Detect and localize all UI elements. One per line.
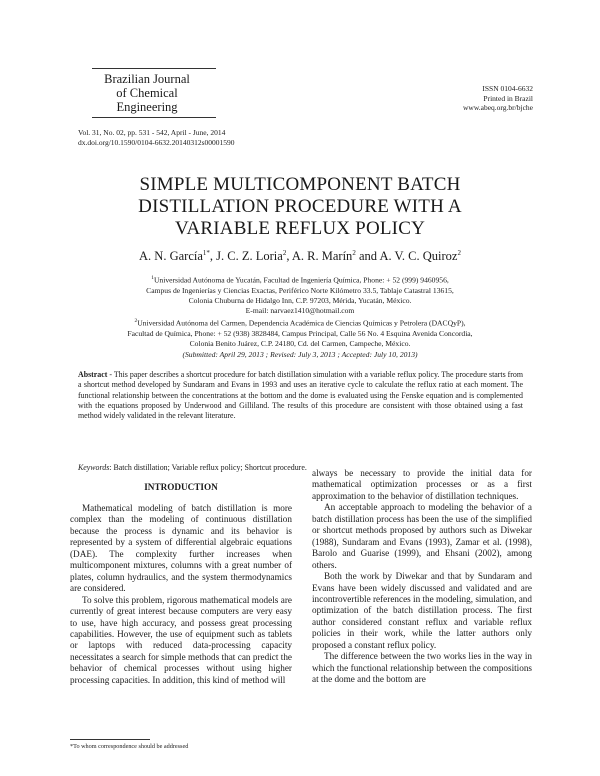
title-line-3: VARIABLE REFLUX POLICY	[174, 218, 425, 239]
aff2-line-3: Colonia Benito Juárez, C.P. 24180, Cd. del Carmen, Campeche, México.	[189, 339, 411, 349]
citation-block	[78, 128, 235, 147]
aff1-line-2: Campus de Ingenierías y Ciencias Exactas, Periférico Norte Kilómetro 33.5, Tablaje Catastral 13615,	[146, 285, 454, 295]
footnote: *To whom correspondence should be addressed	[70, 743, 189, 750]
left-column	[70, 503, 292, 686]
journal-name	[92, 72, 202, 114]
left-paragraph-2: To solve this problem, rigorous mathematical models are currently of great interest because computers are very easy to use, have high accuracy, and possess great processing capabilities. However, the use of equipment such as tablets or laptops with reduced data-processing capacity necessitates a search for simple methods that can predict the behavior of chemical processes without using higher processing capacities. In addition, this kind of method will	[70, 594, 292, 685]
issn: ISSN 0104-6632	[482, 84, 533, 93]
doi[interactable]: dx.doi.org/10.1590/0104-6632.20140312s00001590	[78, 137, 235, 147]
volume-info: Vol. 31, No. 02, pp. 531 - 542, April - June, 2014	[78, 128, 226, 137]
author-1: A. N. García	[139, 249, 203, 264]
right-paragraph-2: Both the work by Diwekar and that by Sundaram and Evans have been widely discussed and validated and are incontrovertible references in the modeling, simulation, and optimization of the batch distillation process. The first author considered constant reflux and variable reflux policies in their work, while the latter authors only proposed a constant reflux policy.	[312, 571, 532, 650]
introduction-heading: INTRODUCTION	[144, 482, 218, 492]
author-1-sup: 1*	[202, 249, 210, 257]
author-4: A. V. C. Quiroz	[379, 249, 458, 264]
journal-url[interactable]: www.abeq.org.br/bjche	[463, 103, 533, 112]
right-paragraph-0: always be necessary to provide the initial data for mathematical optimization processes or as a first approximation to the behavior of distillation techniques.	[312, 468, 532, 501]
aff1-line-3: Colonia Chuburna de Hidalgo Inn, C.P. 97203, Mérida, Yucatán, México.	[188, 295, 412, 305]
abstract-text: - This paper describes a shortcut procedure for batch distillation simulation with a variable reflux policy. The procedure starts from a shortcut method developed by Sundaram and Evans in 1993 and uses an iterative cycle to calculate the reflux ratio at each moment. The functional relationship between the concentrations at the bottom and the dome is evaluated using the Fenske equation and is complemented with the equations proposed by Underwood and Gilliland. The results of this procedure are consistent with those obtained using a fast method widely validated in the relevant literature.	[78, 370, 523, 421]
paper-title	[60, 174, 540, 240]
footnote-rule	[70, 739, 150, 740]
right-column	[312, 468, 532, 686]
issn-block	[463, 84, 533, 113]
abstract	[78, 370, 523, 421]
keywords-label: Keywords	[78, 463, 110, 472]
keywords-text: : Batch distillation; Variable reflux policy; Shortcut procedure.	[109, 463, 307, 472]
author-3: A. R. Marín	[291, 249, 353, 264]
right-paragraph-1: An acceptable approach to modeling the behavior of a batch distillation process has been the use of the simplified or shortcut methods proposed by authors such as Diwekar (1988), Sundaram and Evans (1993), Zamar et al. (1998), Barolo and Guarise (1999), and Ehsani (2002), among others.	[312, 502, 532, 570]
author-and: and	[358, 249, 377, 264]
right-paragraph-3: The difference between the two works lies in the way in which the functional relationship between the compositions at the dome and the bottom are	[312, 651, 532, 685]
aff1-line-1: Universidad Autónoma de Yucatán, Facultad de Ingeniería Química, Phone: + 52 (999) 9460956,	[153, 275, 449, 285]
author-4-sup: 2	[457, 249, 461, 257]
journal-line-1: Brazilian Journal	[104, 72, 190, 86]
author-2-sup: 2	[282, 249, 287, 257]
left-paragraph-1: Mathematical modeling of batch distillation is more complex than the modeling of continuous distillation because the process is dynamic and its behavior is represented by a system of differential algebraic equations (DAE). The complexity further increases when multicomponent mixtures, columns with a great number of plates, column hydraulics, and the system thermodynamics are considered.	[70, 503, 292, 594]
submission-dates: (Submitted: April 29, 2013 ; Revised: July 3, 2013 ; Accepted: July 10, 2013)	[182, 350, 418, 359]
aff2-line-1: Universidad Autónoma del Carmen, Dependencia Académica de Ciencias Químicas y Petrolera (DACQyP),	[137, 318, 466, 328]
aff2-line-2: Facultad de Química, Phone: + 52 (938) 3828484, Campus Principal, Calle 56 No. 4 Esquina Avenida Concordia,	[127, 329, 473, 339]
printed-in: Printed in Brazil	[483, 93, 533, 103]
author-3-sup: 2	[352, 249, 356, 257]
abstract-label: Abstract	[78, 370, 108, 379]
author-list: A. N. García$^{1*}$, J. C. Z. Loria$^2$, A. R. Marín$^2$ and A. V. C. Quiroz$^2$	[139, 249, 461, 264]
title-line-1: SIMPLE MULTICOMPONENT BATCH	[139, 174, 461, 195]
title-line-2: DISTILLATION PROCEDURE WITH A	[138, 196, 462, 217]
journal-rule-bottom	[92, 117, 216, 118]
author-2: J. C. Z. Loria	[216, 249, 283, 264]
journal-line-3: Engineering	[116, 100, 178, 114]
aff1-sup: 1	[151, 275, 154, 281]
email[interactable]: E-mail: narvaez1410@hotmail.com	[245, 306, 355, 316]
journal-line-2: of Chemical	[116, 86, 178, 100]
aff2-sup: 2	[134, 318, 138, 325]
affiliations	[80, 273, 520, 349]
journal-rule-top	[92, 68, 216, 69]
